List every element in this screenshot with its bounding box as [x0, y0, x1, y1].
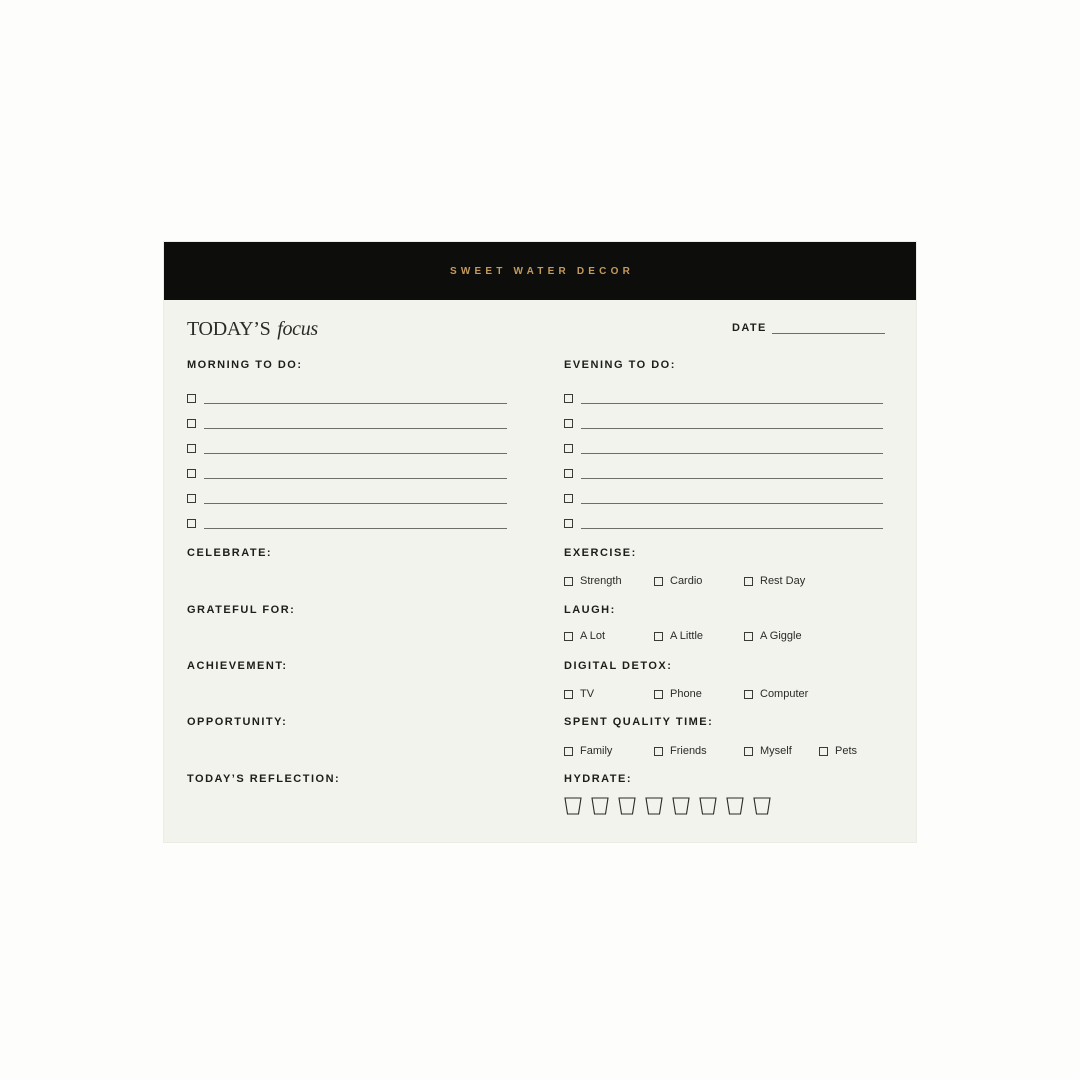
hydrate-heading: HYDRATE:	[564, 773, 633, 785]
morning-todo-row	[187, 429, 507, 454]
detox-heading: DIGITAL DETOX:	[564, 660, 673, 672]
option-myself[interactable]	[744, 745, 792, 757]
evening-todo-row	[564, 429, 883, 454]
option-a-lot[interactable]	[564, 630, 605, 642]
option-label: Phone	[670, 688, 702, 700]
write-in-line[interactable]	[204, 402, 507, 404]
checkbox[interactable]	[187, 444, 196, 453]
option-label: Cardio	[670, 575, 703, 587]
checkbox[interactable]	[564, 494, 573, 503]
morning-todo-row	[187, 479, 507, 504]
checkbox[interactable]	[187, 469, 196, 478]
water-cup-icon[interactable]	[672, 797, 690, 815]
option-a-little[interactable]	[654, 630, 703, 642]
checkbox[interactable]	[819, 747, 828, 756]
exercise-heading: EXERCISE:	[564, 547, 637, 559]
option-computer[interactable]	[744, 688, 808, 700]
header-band	[164, 242, 916, 300]
checkbox[interactable]	[187, 494, 196, 503]
date-field[interactable]	[732, 322, 885, 334]
checkbox[interactable]	[654, 632, 663, 641]
water-cup-icon[interactable]	[645, 797, 663, 815]
option-cardio[interactable]	[654, 575, 702, 587]
checkbox[interactable]	[564, 444, 573, 453]
option-tv[interactable]	[564, 688, 594, 700]
option-label: Friends	[670, 745, 707, 757]
checkbox[interactable]	[654, 577, 663, 586]
option-label: Computer	[760, 688, 809, 700]
checkbox[interactable]	[744, 577, 753, 586]
write-in-line[interactable]	[581, 477, 883, 479]
planner-card	[164, 242, 916, 842]
celebrate-heading: CELEBRATE:	[187, 547, 273, 559]
write-in-line[interactable]	[581, 452, 883, 454]
achievement-heading: ACHIEVEMENT:	[187, 660, 288, 672]
water-cup-icon[interactable]	[699, 797, 717, 815]
date-label: DATE	[732, 322, 767, 334]
evening-todo-row	[564, 404, 883, 429]
checkbox[interactable]	[564, 690, 573, 699]
evening-todo-row	[564, 504, 883, 529]
date-line[interactable]	[772, 323, 885, 334]
checkbox[interactable]	[187, 519, 196, 528]
checkbox[interactable]	[564, 747, 573, 756]
write-in-line[interactable]	[204, 452, 507, 454]
checkbox[interactable]	[744, 690, 753, 699]
evening-todo-row	[564, 379, 883, 404]
water-cup-icon[interactable]	[753, 797, 771, 815]
water-cup-icon[interactable]	[591, 797, 609, 815]
page-title	[187, 318, 318, 341]
write-in-line[interactable]	[581, 527, 883, 529]
evening-todo-heading: EVENING TO DO:	[564, 359, 676, 371]
checkbox[interactable]	[564, 394, 573, 403]
evening-todo-list	[564, 379, 883, 529]
option-friends[interactable]	[654, 745, 707, 757]
water-cup-icon[interactable]	[726, 797, 744, 815]
option-rest-day[interactable]	[744, 575, 805, 587]
option-label: Rest Day	[760, 575, 806, 587]
checkbox[interactable]	[564, 469, 573, 478]
option-phone[interactable]	[654, 688, 702, 700]
reflection-heading: TODAY’S REFLECTION:	[187, 773, 341, 785]
option-label: Strength	[580, 575, 622, 587]
morning-todo-row	[187, 454, 507, 479]
morning-todo-list	[187, 379, 507, 529]
checkbox[interactable]	[654, 690, 663, 699]
write-in-line[interactable]	[204, 427, 507, 429]
option-label: Pets	[835, 745, 858, 757]
morning-todo-row	[187, 404, 507, 429]
checkbox[interactable]	[744, 632, 753, 641]
morning-todo-row	[187, 504, 507, 529]
opportunity-heading: OPPORTUNITY:	[187, 716, 288, 728]
quality-time-heading: SPENT QUALITY TIME:	[564, 716, 714, 728]
option-pets[interactable]	[819, 745, 857, 757]
option-family[interactable]	[564, 745, 612, 757]
checkbox[interactable]	[564, 419, 573, 428]
option-a-giggle[interactable]	[744, 630, 802, 642]
title-main: TODAY’S	[187, 318, 271, 340]
morning-todo-row	[187, 379, 507, 404]
hydrate-cups	[564, 797, 780, 815]
write-in-line[interactable]	[581, 427, 883, 429]
write-in-line[interactable]	[204, 477, 507, 479]
brand-name: SWEET WATER DECOR	[450, 265, 634, 277]
option-label: Family	[580, 745, 613, 757]
laugh-heading: LAUGH:	[564, 604, 616, 616]
grateful-heading: GRATEFUL FOR:	[187, 604, 296, 616]
checkbox[interactable]	[564, 632, 573, 641]
checkbox[interactable]	[564, 519, 573, 528]
checkbox[interactable]	[654, 747, 663, 756]
write-in-line[interactable]	[581, 402, 883, 404]
checkbox[interactable]	[564, 577, 573, 586]
option-label: A Giggle	[760, 630, 802, 642]
checkbox[interactable]	[744, 747, 753, 756]
evening-todo-row	[564, 479, 883, 504]
water-cup-icon[interactable]	[618, 797, 636, 815]
checkbox[interactable]	[187, 419, 196, 428]
write-in-line[interactable]	[581, 502, 883, 504]
option-label: Myself	[760, 745, 792, 757]
option-label: A Little	[670, 630, 704, 642]
write-in-line[interactable]	[204, 527, 507, 529]
option-label: TV	[580, 688, 595, 700]
morning-todo-heading: MORNING TO DO:	[187, 359, 303, 371]
evening-todo-row	[564, 454, 883, 479]
option-label: A Lot	[580, 630, 606, 642]
write-in-line[interactable]	[204, 502, 507, 504]
water-cup-icon[interactable]	[564, 797, 582, 815]
title-accent: focus	[277, 318, 318, 340]
option-strength[interactable]	[564, 575, 622, 587]
checkbox[interactable]	[187, 394, 196, 403]
